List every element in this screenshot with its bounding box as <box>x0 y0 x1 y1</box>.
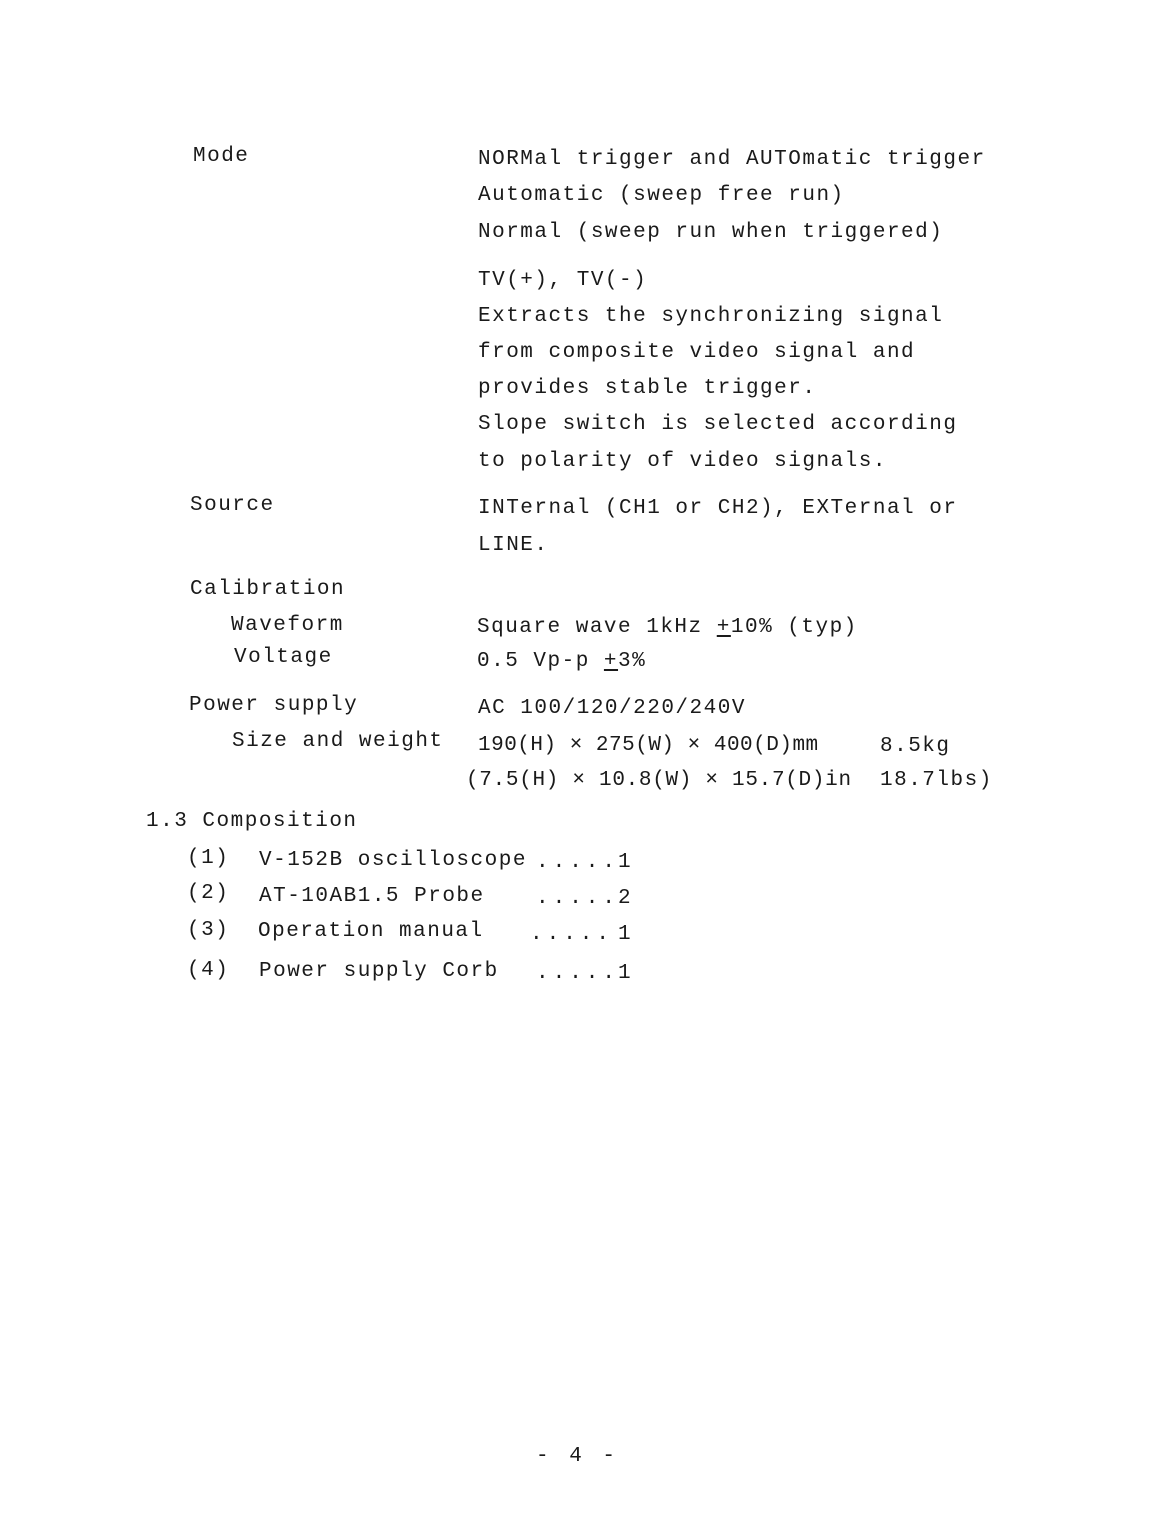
voltage-label: Voltage <box>234 646 333 669</box>
weight-imperial: 18.7lbs) <box>880 769 993 792</box>
list-item-name: Operation manual <box>258 920 484 943</box>
list-item-qty: 1 <box>618 851 633 874</box>
voltage-value-post: 3% <box>618 650 647 673</box>
list-item-number: (2) <box>187 882 230 905</box>
mode-line: Extracts the synchronizing signal <box>478 305 944 328</box>
list-item-name: AT-10AB1.5 Probe <box>259 885 485 908</box>
calibration-label: Calibration <box>190 578 346 601</box>
size-weight-label: Size and weight <box>232 730 444 753</box>
waveform-value <box>477 617 858 638</box>
plus-minus-sign: + <box>716 616 731 639</box>
list-item-dots: ..... <box>536 962 620 985</box>
mode-line: provides stable trigger. <box>478 377 817 400</box>
waveform-value-post: 10% (typ) <box>730 616 858 639</box>
mode-line: TV(+), TV(-) <box>478 269 648 292</box>
mode-label: Mode <box>193 145 250 168</box>
source-label: Source <box>190 494 275 517</box>
list-item-dots: ..... <box>536 887 620 910</box>
power-supply-value: AC 100/120/220/240V <box>478 697 746 720</box>
mode-line: NORMal trigger and AUTOmatic trigger <box>478 148 986 171</box>
mode-line: Automatic (sweep free run) <box>478 184 845 207</box>
list-item-qty: 1 <box>618 962 633 985</box>
waveform-value-pre: Square wave 1kHz <box>477 616 717 639</box>
list-item-number: (4) <box>187 959 230 982</box>
list-item-name: V-152B oscilloscope <box>259 849 527 872</box>
source-line: LINE. <box>478 534 549 557</box>
mode-line: to polarity of video signals. <box>478 450 887 473</box>
mode-line: from composite video signal and <box>478 341 916 364</box>
list-item-dots: ..... <box>530 923 614 946</box>
list-item-number: (1) <box>187 847 230 870</box>
voltage-value <box>477 651 646 672</box>
power-supply-label: Power supply <box>189 694 359 717</box>
list-item-name: Power supply Corb <box>259 960 499 983</box>
mode-line: Slope switch is selected according <box>478 413 958 436</box>
plus-minus-sign: + <box>603 650 619 673</box>
size-imperial: (7.5(H) × 10.8(W) × 15.7(D)in <box>466 769 852 792</box>
weight-metric: 8.5kg <box>880 735 951 758</box>
list-item-dots: ..... <box>536 851 620 874</box>
composition-heading: 1.3 Composition <box>146 810 358 833</box>
mode-line: Normal (sweep run when triggered) <box>478 221 944 244</box>
list-item-qty: 1 <box>618 923 633 946</box>
size-metric: 190(H) × 275(W) × 400(D)mm <box>478 734 819 757</box>
list-item-number: (3) <box>187 919 230 942</box>
list-item-qty: 2 <box>618 887 633 910</box>
waveform-label: Waveform <box>231 614 344 637</box>
page-number: - 4 - <box>536 1445 620 1468</box>
voltage-value-pre: 0.5 Vp-p <box>477 650 604 673</box>
source-line: INTernal (CH1 or CH2), EXTernal or <box>478 497 958 520</box>
